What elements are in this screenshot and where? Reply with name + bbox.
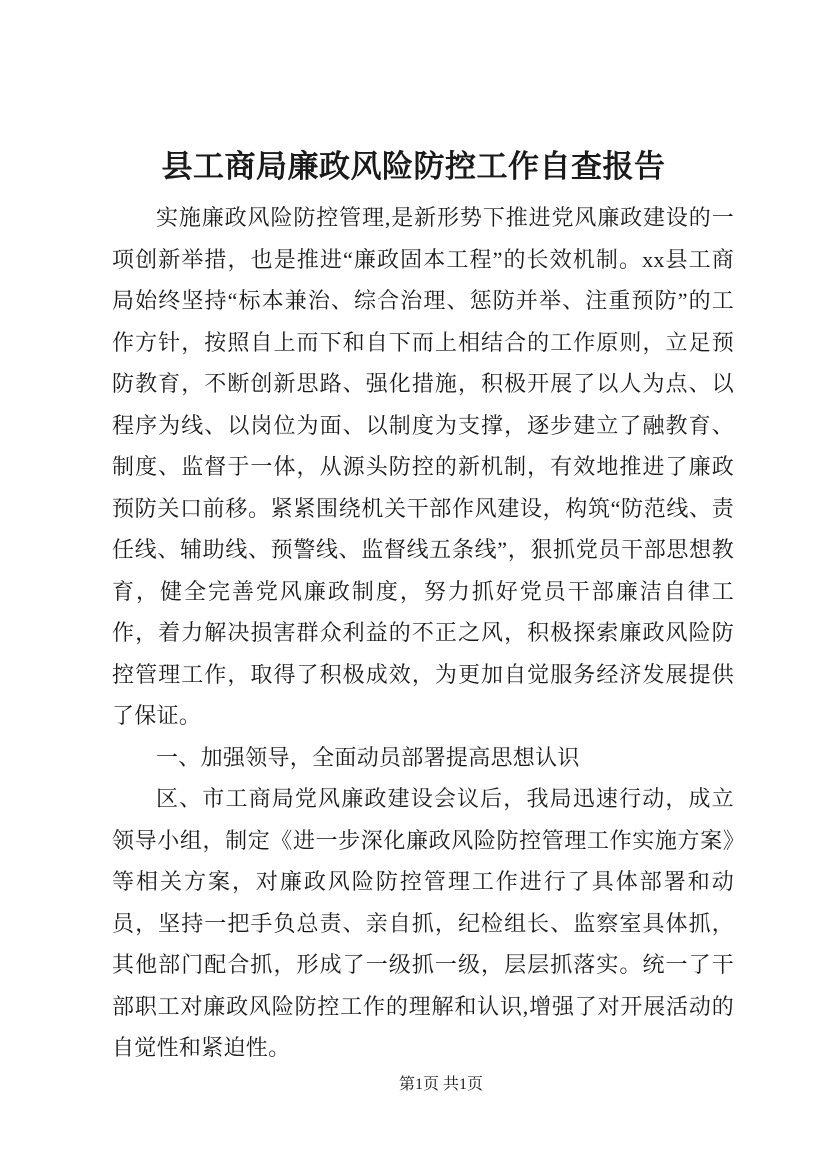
page-number-footer: 第1页 共1页 <box>398 1076 483 1093</box>
paragraph-intro: 实施廉政风险防控管理,是新形势下推进党风廉政建设的一项创新举措，也是推进“廉政固本工程”的长效机制。xx县工商局始终坚持“标本兼治、综合治理、惩防并举、注重预防”的工作方针，按照自上而下和自下而上相结合的工作原则，立足预防教育，不断创新思路、强化措施，积极开展了以人为点、以程序为线、以岗位为面、以制度为支撑，逐步建立了融教育、制度、监督于一体，从源头防控的新机制，有效地推进了廉政预防关口前移。紧紧围绕机关干部作风建设，构筑“防范线、责任线、辅助线、预警线、监督线五条线”，狠抓党员干部思想教育，健全完善党风廉政制度，努力抓好党员干部廉洁自律工作，着力解决损害群众利益的不正之风，积极探索廉政风险防控管理工作，取得了积极成效，为更加自觉服务经济发展提供了保证。 <box>112 205 734 728</box>
section-heading-1: 一、加强领导，全面动员部署提高思想认识 <box>156 744 580 770</box>
document-title: 县工商局廉政风险防控工作自查报告 <box>161 149 666 184</box>
document-body <box>112 197 734 1069</box>
paragraph-section-1: 区、市工商局党风廉政建设会议后，我局迅速行动，成立领导小组，制定《进一步深化廉政风险防控管理工作实施方案》等相关方案，对廉政风险防控管理工作进行了具体部署和动员，坚持一把手负总责、亲自抓，纪检组长、监察室具体抓，其他部门配合抓，形成了一级抓一级，层层抓落实。统一了干部职工对廉政风险防控工作的理解和认识,增强了对开展活动的自觉性和紧迫性。 <box>112 786 734 1060</box>
